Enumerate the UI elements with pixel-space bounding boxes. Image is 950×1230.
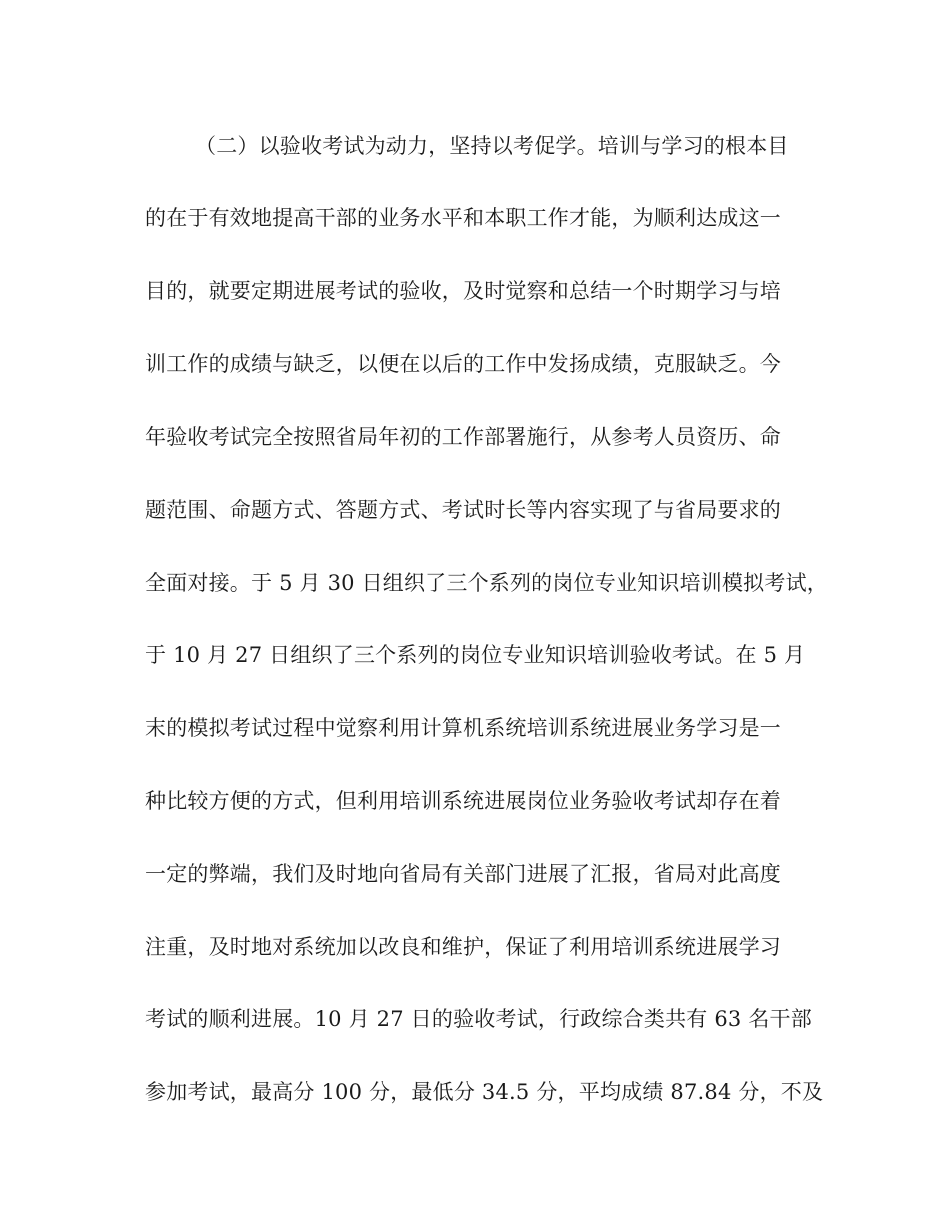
paragraph-line-14: 参加考试，最高分 100 分，最低分 34.5 分，平均成绩 87.84 分，不及	[145, 1080, 824, 1104]
paragraph-line-1: （二）以验收考试为动力，坚持以考促学。培训与学习的根本目	[195, 134, 789, 158]
paragraph-line-7: 全面对接。于 5 月 30 日组织了三个系列的岗位专业知识培训模拟考试，	[145, 571, 828, 595]
paragraph-line-4: 训工作的成绩与缺乏，以便在以后的工作中发扬成绩，克服缺乏。今	[145, 352, 781, 376]
paragraph-line-5: 年验收考试完全按照省局年初的工作部署施行，从参考人员资历、命	[145, 425, 781, 449]
paragraph-line-12: 注重，及时地对系统加以改良和维护，保证了利用培训系统进展学习	[145, 935, 781, 959]
paragraph-line-6: 题范围、命题方式、答题方式、考试时长等内容实现了与省局要求的	[145, 498, 781, 522]
paragraph-line-11: 一定的弊端，我们及时地向省局有关部门进展了汇报，省局对此高度	[145, 862, 781, 886]
paragraph-line-3: 目的，就要定期进展考试的验收，及时觉察和总结一个时期学习与培	[145, 279, 781, 303]
paragraph-line-13: 考试的顺利进展。10 月 27 日的验收考试，行政综合类共有 63 名干部	[145, 1007, 812, 1031]
paragraph-line-9: 末的模拟考试过程中觉察利用计算机系统培训系统进展业务学习是一	[145, 716, 781, 740]
paragraph-line-10: 种比较方便的方式，但利用培训系统进展岗位业务验收考试却存在着	[145, 789, 781, 813]
paragraph-line-8: 于 10 月 27 日组织了三个系列的岗位专业知识培训验收考试。在 5 月	[145, 643, 806, 667]
paragraph-line-2: 的在于有效地提高干部的业务水平和本职工作才能，为顺利达成这一	[145, 206, 781, 230]
